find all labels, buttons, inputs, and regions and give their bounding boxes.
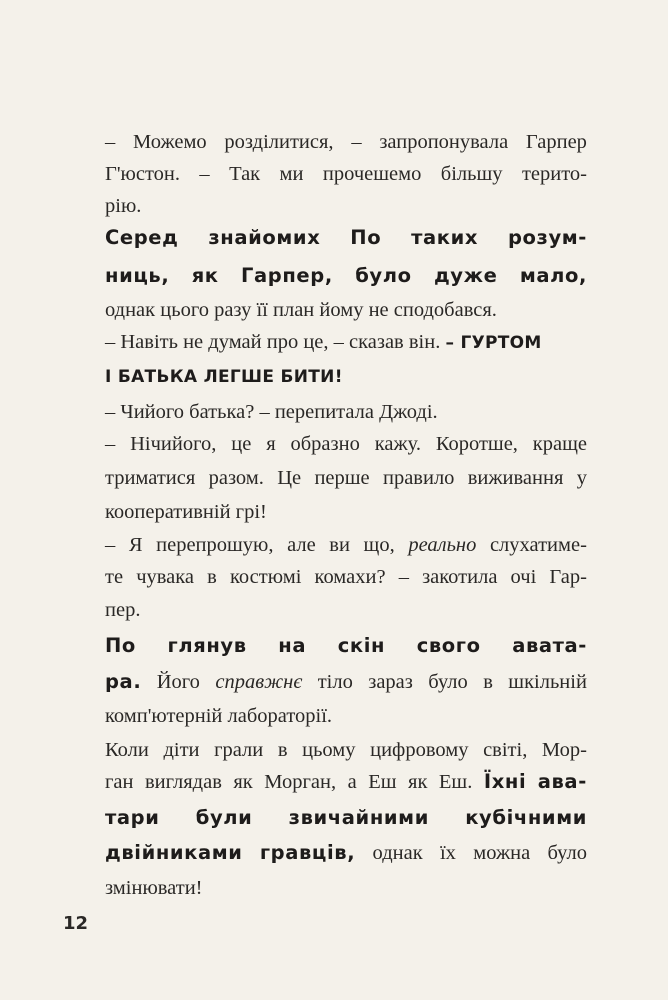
emphasis-text: Серед <box>105 226 179 249</box>
word: костюмі <box>229 566 302 588</box>
word: Я <box>128 534 143 556</box>
text-line-content <box>105 160 587 188</box>
text-line <box>105 736 587 764</box>
text-line <box>105 668 587 696</box>
emphasis-text: авата- <box>512 634 587 657</box>
word: Мор- <box>541 739 587 761</box>
text-line-content <box>105 839 587 867</box>
word: перше <box>314 467 370 489</box>
word: діти <box>163 739 200 761</box>
word: цьому <box>302 739 356 761</box>
text-line-content <box>105 299 497 321</box>
word: очі <box>510 566 537 588</box>
word: Коли <box>105 739 149 761</box>
word: триматися <box>105 467 196 489</box>
word: – Чийого батька? – перепитала Джоді. <box>105 401 438 423</box>
text-line-content <box>105 430 587 458</box>
emphasis-text: мало, <box>519 264 587 287</box>
emphasis-text: дуже <box>433 264 498 287</box>
word: запропонувала <box>379 131 509 153</box>
emphasis-text: І БАТЬКА ЛЕГШЕ БИТИ! <box>105 367 343 387</box>
text-line <box>105 328 587 357</box>
word: – Навіть не думай про це, – сказав він. <box>105 331 446 353</box>
text-line <box>105 430 587 458</box>
word: те <box>105 566 124 588</box>
word: Гар- <box>549 566 587 588</box>
text-line-content <box>105 195 141 217</box>
word: Так <box>229 163 261 185</box>
emphasis-text: ниць, <box>105 264 170 287</box>
text-line <box>105 296 587 324</box>
word: в <box>277 739 288 761</box>
text-line-content <box>105 128 587 156</box>
emphasis-text: По <box>105 634 136 657</box>
emphasis-text: розум- <box>507 226 587 249</box>
word: але <box>287 534 316 556</box>
text-line-content <box>105 401 438 423</box>
emphasis-text: на <box>278 634 307 657</box>
emphasis-text: були <box>195 806 253 829</box>
text-line <box>105 192 587 220</box>
word: краще <box>532 433 587 455</box>
text-line-content <box>105 365 343 387</box>
word: – <box>105 131 116 153</box>
emphasis-text: ра. <box>105 670 142 693</box>
text-line-content <box>105 563 587 591</box>
text-line-content <box>105 804 587 832</box>
word: слухатиме- <box>489 534 587 556</box>
word: Гарпер <box>525 131 587 153</box>
word: можна <box>473 842 531 864</box>
emphasis-text: таких <box>411 226 479 249</box>
word: я <box>266 433 276 455</box>
word: закотила <box>422 566 498 588</box>
word: розділитися, <box>224 131 334 153</box>
word: ми <box>279 163 304 185</box>
word: шкільній <box>508 671 587 693</box>
word: їх <box>439 842 456 864</box>
text-line-content <box>105 705 332 727</box>
text-line <box>105 398 587 426</box>
word: прочешемо <box>322 163 422 185</box>
word: образно <box>290 433 360 455</box>
word: пер. <box>105 599 141 621</box>
emphasis-text: Їхні <box>483 770 527 793</box>
text-line <box>105 702 587 730</box>
emphasis-text: двійниками <box>105 841 243 864</box>
text-line-content <box>105 531 587 559</box>
word: Можемо <box>133 131 207 153</box>
word: світі, <box>483 739 528 761</box>
italic-word: реально <box>408 534 477 556</box>
text-line <box>105 531 587 559</box>
emphasis-text: тари <box>105 806 160 829</box>
text-line <box>105 498 587 526</box>
word: комахи? <box>314 566 386 588</box>
word: Його <box>156 671 200 693</box>
word: рію. <box>105 195 142 217</box>
word: правило <box>382 467 455 489</box>
word: зараз <box>368 671 413 693</box>
emphasis-text: – ГУРТОМ <box>445 333 542 353</box>
emphasis-text: скін <box>337 634 386 657</box>
word: Коротше, <box>435 433 518 455</box>
emphasis-text: кубічними <box>465 806 587 829</box>
text-line-content <box>105 599 140 621</box>
emphasis-text: свого <box>416 634 481 657</box>
word: Еш <box>368 771 397 793</box>
text-line <box>105 362 587 391</box>
word: виглядав <box>144 771 222 793</box>
text-line-content <box>105 632 587 660</box>
word: Еш. <box>438 771 473 793</box>
word: як <box>233 771 253 793</box>
emphasis-text: було <box>355 264 412 287</box>
word: було <box>428 671 468 693</box>
word: Це <box>277 467 302 489</box>
word: Г'юстон. <box>105 163 180 185</box>
word: грали <box>214 739 264 761</box>
text-line <box>105 224 587 252</box>
text-line-content <box>105 668 587 696</box>
word: в <box>207 566 217 588</box>
emphasis-text: По <box>350 226 382 249</box>
word: комп'ютерній лабораторії. <box>105 705 333 727</box>
word: виживання <box>467 467 564 489</box>
word: Нічийого, <box>130 433 217 455</box>
text-line <box>105 632 587 660</box>
text-line-content <box>105 224 587 252</box>
text-line-content <box>105 877 203 899</box>
page-number: 12 <box>63 913 89 934</box>
text-line <box>105 874 587 902</box>
word: терито- <box>521 163 587 185</box>
word: у <box>576 467 587 489</box>
word: більшу <box>440 163 503 185</box>
text-line-content <box>105 501 267 523</box>
text-line-content <box>105 331 542 353</box>
text-line <box>105 262 587 290</box>
emphasis-text: Гарпер, <box>241 264 333 287</box>
word: тіло <box>317 671 353 693</box>
emphasis-text: звичайними <box>288 806 429 829</box>
word: в <box>483 671 493 693</box>
text-line <box>105 128 587 156</box>
word: чувака <box>136 566 195 588</box>
text-line <box>105 596 587 624</box>
word: разом. <box>208 467 264 489</box>
word: ви <box>329 534 350 556</box>
italic-word: справжнє <box>215 671 303 693</box>
word: кажу. <box>374 433 421 455</box>
word: – <box>398 566 409 588</box>
word: було <box>547 842 587 864</box>
word: Морган, <box>264 771 337 793</box>
word: – <box>105 534 116 556</box>
text-line-content <box>105 262 587 290</box>
text-line-content <box>105 464 587 492</box>
word: а <box>347 771 357 793</box>
word: – <box>105 433 116 455</box>
text-line-content <box>105 736 587 764</box>
word: – <box>199 163 210 185</box>
word: це <box>231 433 252 455</box>
emphasis-text: знайомих <box>208 226 321 249</box>
emphasis-text: ава- <box>537 770 587 793</box>
text-line <box>105 804 587 832</box>
emphasis-text: глянув <box>167 634 247 657</box>
text-line <box>105 160 587 188</box>
word: однак <box>372 842 423 864</box>
text-line <box>105 768 587 796</box>
word: що, <box>363 534 395 556</box>
text-line <box>105 839 587 867</box>
word: однак цього разу її план йому не сподобався. <box>105 299 497 321</box>
word: перепрошую, <box>156 534 274 556</box>
text-line-content <box>105 768 587 796</box>
emphasis-text: як <box>191 264 219 287</box>
word: кооперативній грі! <box>105 501 267 523</box>
word: ган <box>105 771 134 793</box>
text-line <box>105 464 587 492</box>
word: – <box>351 131 362 153</box>
word: змінювати! <box>105 877 203 899</box>
text-line <box>105 563 587 591</box>
word: цифровому <box>370 739 469 761</box>
word: як <box>408 771 428 793</box>
emphasis-text: гравців, <box>259 841 356 864</box>
